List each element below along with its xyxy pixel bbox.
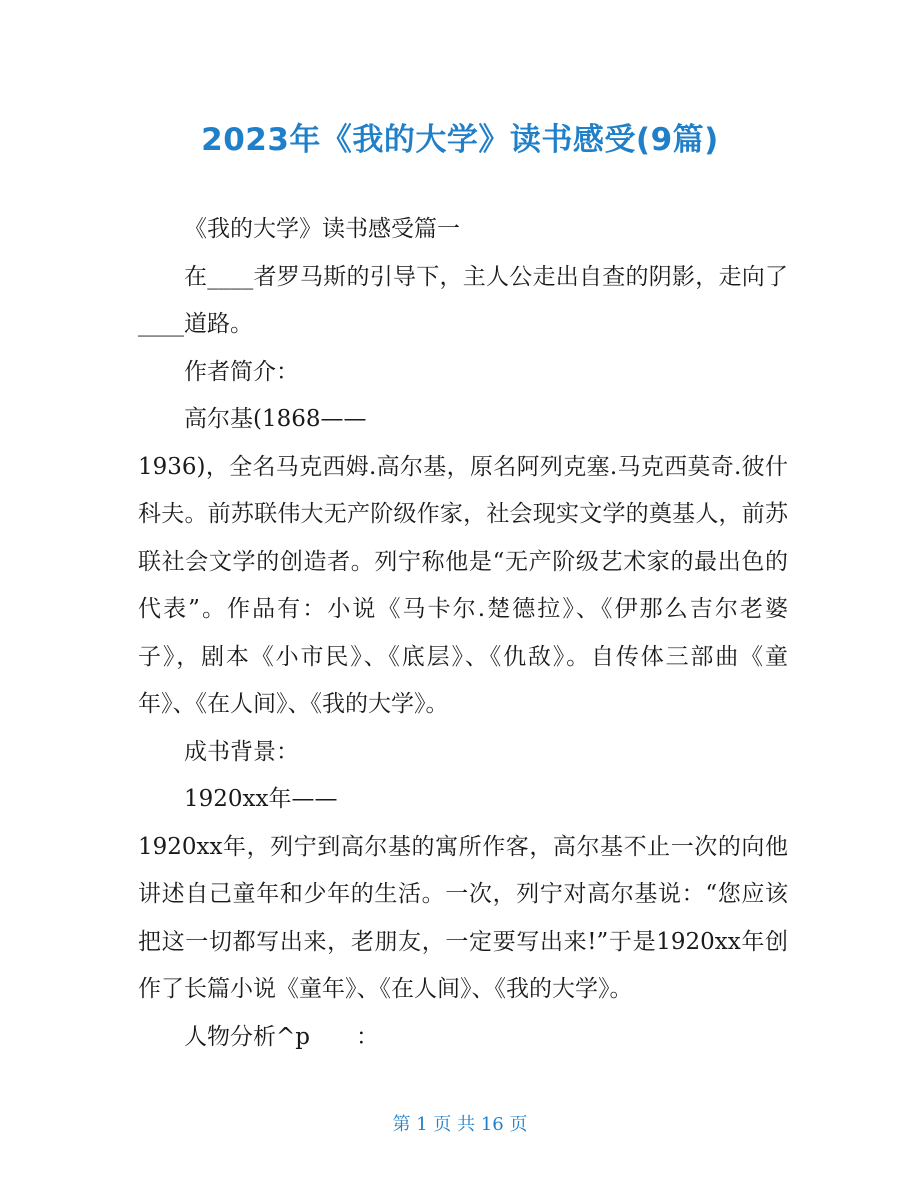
document-title: 2023年《我的大学》读书感受(9篇) [201, 122, 719, 158]
document-body [138, 206, 788, 1061]
paragraph: 1920xx年—— [184, 786, 338, 812]
page-number-footer: 第 1 页 共 16 页 [392, 1114, 528, 1135]
section-heading: 《我的大学》读书感受篇一 [184, 216, 460, 242]
paragraph: 高尔基(1868—— [184, 406, 367, 432]
section-label: 成书背景： [184, 738, 299, 765]
paragraph: 1920xx年，列宁到高尔基的寓所作客，高尔基不止一次的向他讲述自己童年和少年的生活。一次，列宁对高尔基说：“您应该把这一切都写出来，老朋友，一定要写出来!”于是1920xx年创作了长篇小说《童年》、《在人间》、《我的大学》。 [138, 833, 788, 1002]
section-label: 作者简介： [184, 358, 299, 385]
paragraph: 1936)，全名马克西姆.高尔基，原名阿列克塞.马克西莫奇.彼什科夫。前苏联伟大无产阶级作家，社会现实文学的奠基人，前苏联社会文学的创造者。列宁称他是“无产阶级艺术家的最出色的代表”。作品有：小说《马卡尔.楚德拉》、《伊那么吉尔老婆子》，剧本《小市民》、《底层》、《仇敌》。自传体三部曲《童年》、《在人间》、《我的大学》。 [138, 453, 788, 717]
paragraph: 在____者罗马斯的引导下，主人公走出自查的阴影，走向了____道路。 [138, 263, 788, 337]
section-label: 人物分析^p ： [184, 1023, 379, 1050]
